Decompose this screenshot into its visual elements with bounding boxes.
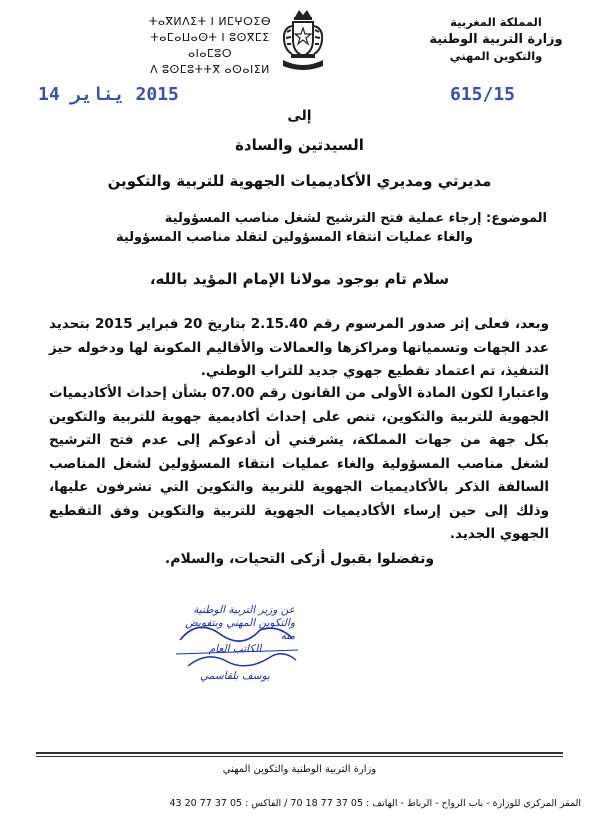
reference-stamp: 615/15 (450, 84, 516, 105)
closing: وتفضلوا بقبول أزكى التحيات، والسلام. (164, 551, 435, 567)
ministry-header-arabic (411, 14, 581, 65)
handwritten-signature-icon (168, 610, 303, 690)
subject-label: الموضوع: (486, 211, 547, 226)
signature-line-3: الكاتب العام (208, 643, 262, 655)
footer-divider (36, 752, 563, 754)
addressees: السيدتين والسادة (235, 136, 364, 154)
footer-divider-thin (36, 756, 563, 757)
tifinagh-line-3: ⴷ ⵓⵙⵎⵓⵜⵜⴳ ⴰⵙⴰⵏⵉⵍ (150, 63, 270, 76)
header-line-3: والتكوين المهني (449, 49, 543, 63)
recipient-title: مديرتي ومديري الأكاديميات الجهوية للتربية والتكوين (107, 172, 492, 190)
ministry-header-tifinagh (140, 14, 280, 78)
signature-line-1: عن وزير التربية الوطنية (193, 604, 295, 616)
footer-address: المقر المركزي للوزارة - باب الرواح - الرباط - الهاتف : 05 37 77 18 70 / الفاكس : 05 37 77 20 43 (169, 798, 581, 809)
footer-ministry: وزارة التربية الوطنية والتكوين المهني (222, 764, 377, 775)
paragraph-1: وبعد، فعلى إثر صدور المرسوم رقم 2.15.40 بتاريخ 20 فبراير 2015 بتحديد عدد الجهات وتسمياتها ومراكزها والعمالات والأقاليم المكونة لها ودخوله حيز التنفيذ، تم اعتماد تقطيع جهوي جديد للتراب الوطني. (49, 316, 549, 379)
header-line-2: وزارة التربية الوطنية (429, 32, 563, 47)
to-label: إلى (287, 108, 312, 124)
signature-name: يوسف بلقاسمي (200, 670, 270, 682)
paragraph-2: واعتبارا لكون المادة الأولى من القانون رقم 07.00 بشأن إحداث الأكاديميات الجهوية للتربية والتكوين، تنص على إحداث أكاديمية جهوية للتربية والتكوين بكل جهة من جهات المملكة، يشرفني أن أدعوكم إلى عدم فتح الترشيح لشغل مناصب المسؤولية والغاء عمليات انتقاء المسؤولين لشغل المناصب السالفة الذكر بالأكاديميات الجهوية للتربية والتكوين التي تشرفون عليها، وذلك إلى حين إرساء الأكاديميات الجهوية للتربية والتكوين وفق التقطيع الجهوي الجديد. (49, 385, 549, 542)
subject-block (47, 209, 547, 247)
subject-line-2: والغاء عمليات انتقاء المسؤولين لتقلد مناصب المسؤولية (115, 230, 473, 245)
greeting: سلام تام بوجود مولانا الإمام المؤيد بالله، (149, 270, 450, 288)
tifinagh-line-1: ⵜⴰⴳⵍⴷⵉⵜ ⵏ ⵍⵎⵖⵔⵉⴱ (148, 15, 272, 28)
date-stamp: 2015 يناير 14 (38, 84, 179, 105)
subject-line-1: إرجاء عملية فتح الترشيح لشغل مناصب المسؤولية (164, 211, 482, 226)
signature-line-2: والتكوين المهني وبتفويض منه (185, 617, 295, 642)
tifinagh-line-2: ⵜⴰⵎⴰⵡⴰⵙⵜ ⵏ ⵓⵙⴳⵎⵉ ⴰⵏⴰⵎⵓⵔ (150, 31, 270, 60)
header-line-1: المملكة المغربية (450, 15, 542, 29)
royal-emblem-icon (278, 8, 328, 76)
